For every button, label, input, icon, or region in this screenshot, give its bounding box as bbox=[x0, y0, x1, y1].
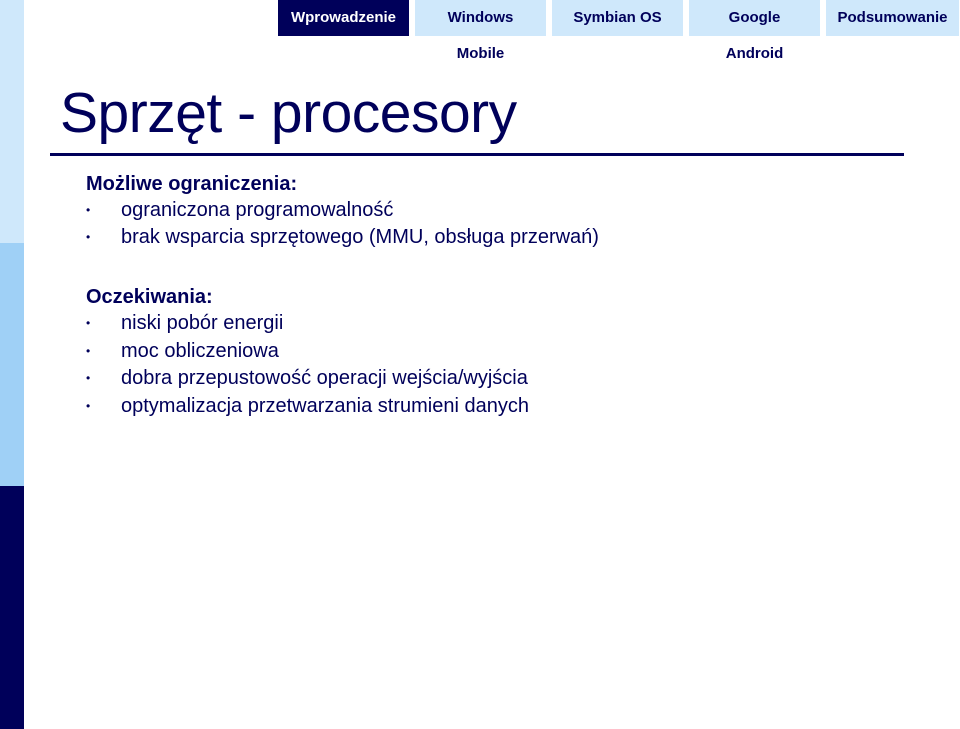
list-item-text: optymalizacja przetwarzania strumieni danych bbox=[121, 394, 529, 417]
left-decor-bar-top bbox=[0, 0, 24, 243]
left-decor-bar-middle bbox=[0, 243, 24, 486]
list-item bbox=[86, 197, 599, 224]
nav-tab-windows-mobile[interactable]: Windows Mobile bbox=[415, 0, 546, 36]
list-item-text: moc obliczeniowa bbox=[121, 339, 279, 362]
section-heading: Oczekiwania: bbox=[86, 286, 213, 308]
bullet-icon: • bbox=[86, 371, 91, 385]
list-item bbox=[86, 365, 529, 393]
list-item bbox=[86, 393, 529, 421]
bullet-icon: • bbox=[86, 398, 91, 413]
section-expectations bbox=[86, 284, 529, 420]
bullet-icon: • bbox=[86, 230, 91, 244]
bullet-icon: • bbox=[86, 203, 91, 217]
list-item-text: dobra przepustowość operacji wejścia/wyjścia bbox=[121, 367, 528, 389]
nav-tab-google-android[interactable]: Google Android bbox=[689, 0, 820, 36]
bullet-list bbox=[86, 310, 529, 420]
list-item bbox=[86, 224, 599, 251]
bullet-list bbox=[86, 197, 599, 251]
list-item bbox=[86, 310, 529, 338]
title-underline bbox=[50, 153, 904, 156]
left-decor-bar-bottom bbox=[0, 486, 24, 729]
list-item bbox=[86, 338, 529, 366]
nav-tab-podsumowanie[interactable]: Podsumowanie bbox=[826, 0, 959, 36]
list-item-text: ograniczona programowalność bbox=[121, 199, 394, 221]
nav-tab-symbian-os[interactable]: Symbian OS bbox=[552, 0, 683, 36]
slide-title: Sprzęt - procesory bbox=[60, 81, 517, 145]
bullet-icon: • bbox=[86, 343, 91, 358]
top-navigation bbox=[278, 0, 959, 62]
section-heading: Możliwe ograniczenia: bbox=[86, 173, 298, 195]
nav-tab-wprowadzenie[interactable]: Wprowadzenie bbox=[278, 0, 409, 36]
bullet-icon: • bbox=[86, 316, 91, 330]
section-limitations bbox=[86, 171, 599, 251]
list-item-text: brak wsparcia sprzętowego (MMU, obsługa przerwań) bbox=[121, 226, 599, 248]
list-item-text: niski pobór energii bbox=[121, 312, 284, 334]
